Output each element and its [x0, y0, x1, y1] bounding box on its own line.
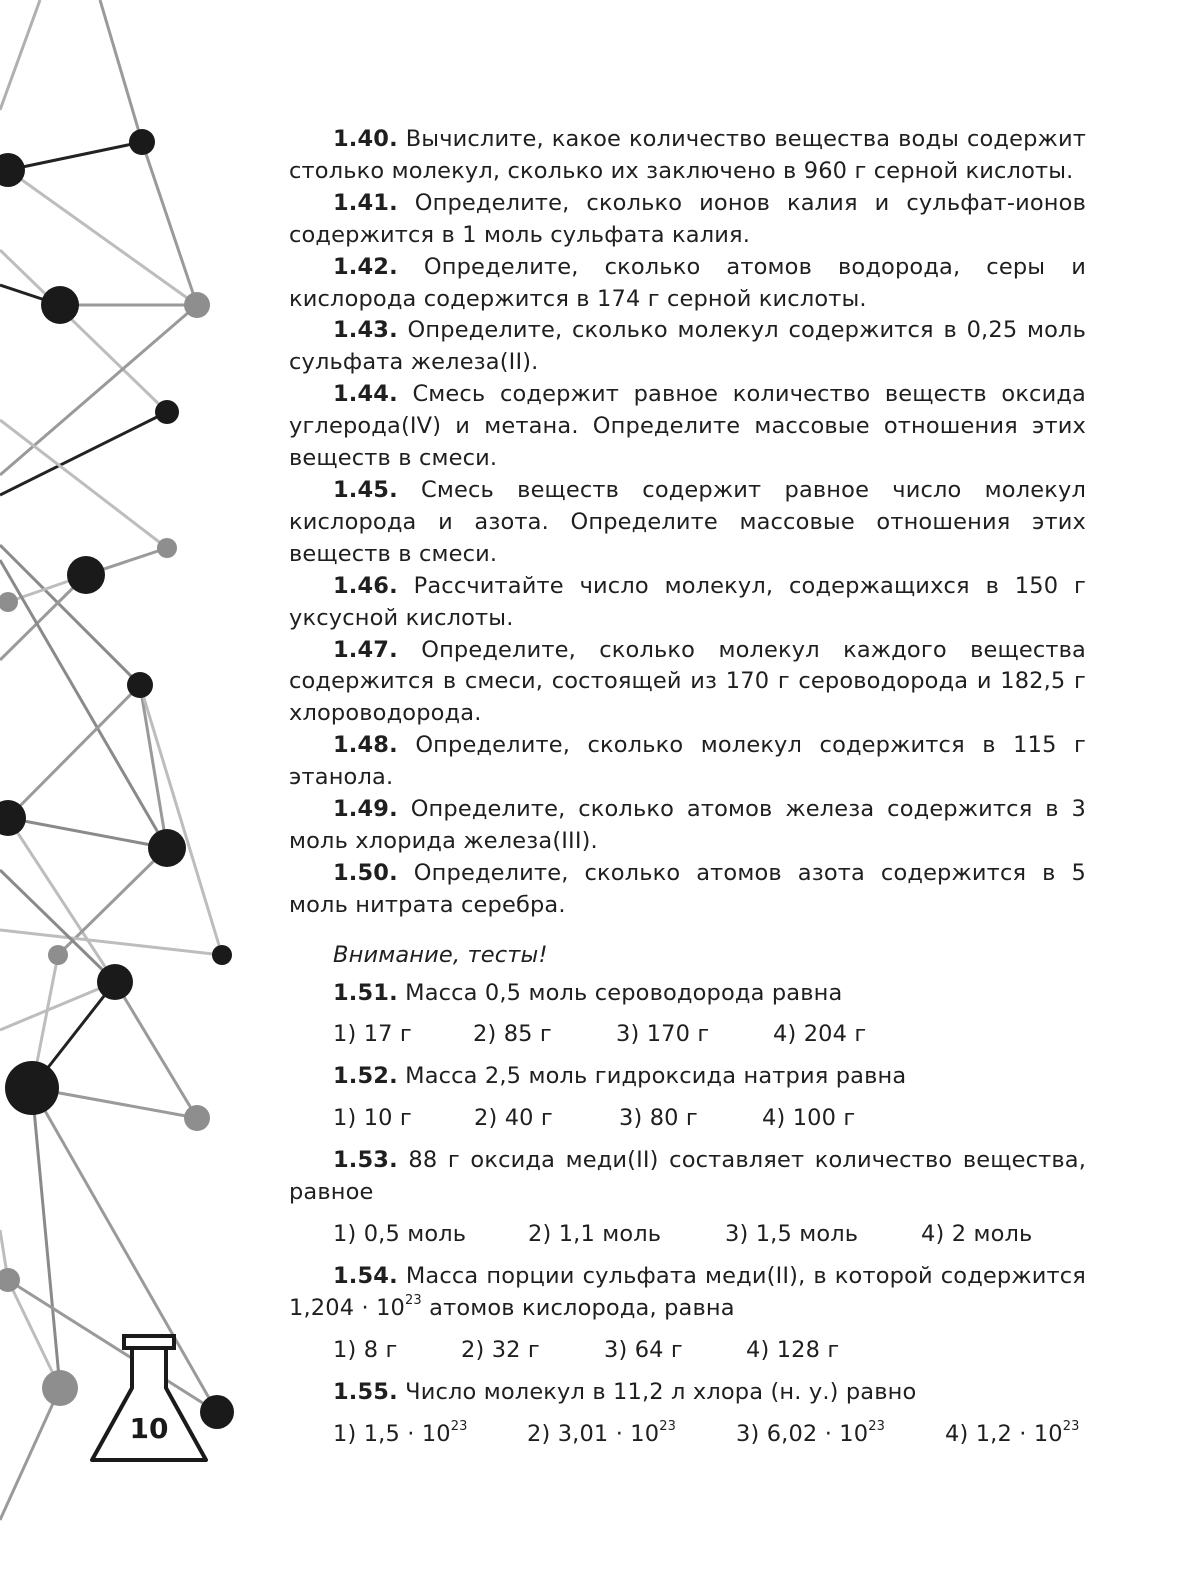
- answer-option: 3) 80 г: [619, 1105, 698, 1132]
- answer-option: 4) 128 г: [746, 1336, 840, 1363]
- problem-number: 1.50.: [333, 859, 398, 886]
- answer-option: 3) 64 г: [604, 1336, 683, 1363]
- problem-number: 1.41.: [333, 189, 398, 216]
- answer-option: 3) 170 г: [616, 1021, 710, 1048]
- problem-item: [289, 475, 1086, 571]
- answer-option: 4) 204 г: [773, 1021, 867, 1048]
- test-text: 88 г оксида меди(II) составляет количество вещества, равное: [289, 1147, 1086, 1206]
- problem-list: [289, 124, 1086, 922]
- answer-options: [333, 1335, 1086, 1367]
- answer-options: [333, 1219, 1086, 1251]
- test-number: 1.53.: [333, 1147, 398, 1174]
- test-question: [289, 978, 1086, 1010]
- test-number: 1.52.: [333, 1063, 398, 1090]
- test-number: 1.55.: [333, 1378, 398, 1405]
- problem-item: [289, 730, 1086, 794]
- answer-option: 4) 100 г: [762, 1105, 856, 1132]
- test-text-cont: атомов кислорода, равна: [421, 1294, 735, 1321]
- problem-text: Определите, сколько молекул содержится в 115 г этанола.: [289, 732, 1086, 791]
- test-list: [289, 978, 1086, 1451]
- problem-text: Определите, сколько атомов железа содержится в 3 моль хлорида железа(III).: [289, 796, 1086, 854]
- problem-item: [289, 379, 1086, 475]
- answer-option: 4) $1,2 \cdot 10^{23}$: [945, 1419, 1080, 1447]
- problem-number: 1.45.: [333, 476, 398, 503]
- problem-item: [289, 858, 1086, 922]
- problem-item: [289, 794, 1086, 858]
- answer-option: 2) $3,01 \cdot 10^{23}$: [527, 1419, 677, 1447]
- exponent: 23: [405, 1293, 422, 1309]
- problem-item: [289, 188, 1086, 252]
- problem-number: 1.48.: [333, 732, 398, 759]
- test-text: Масса 2,5 моль гидроксида натрия равна: [405, 1063, 907, 1090]
- test-question: [289, 1145, 1086, 1209]
- problem-text: Смесь веществ содержит равное число молекул кислорода и азота. Определите массовые отношения этих веществ в смеси.: [289, 476, 1086, 567]
- problem-number: 1.44.: [333, 381, 398, 408]
- problem-number: 1.47.: [333, 636, 398, 663]
- answer-options: [333, 1419, 1086, 1451]
- problem-item: [289, 124, 1086, 188]
- answer-option: 1) 17 г: [333, 1021, 412, 1048]
- problem-text: Определите, сколько ионов калия и сульфат-ионов содержится в 1 моль сульфата калия.: [289, 189, 1086, 248]
- answer-option: 2) 85 г: [473, 1021, 552, 1048]
- problem-number: 1.40.: [333, 126, 398, 152]
- answer-options: [333, 1019, 1086, 1051]
- problem-text: Определите, сколько атомов азота содержится в 5 моль нитрата серебра.: [289, 859, 1086, 918]
- test-question: [289, 1377, 1086, 1409]
- problem-number: 1.46.: [333, 572, 398, 599]
- page-number: 10: [129, 1412, 169, 1445]
- problem-text: Определите, сколько атомов водорода, серы и кислорода содержится в 174 г серной кислоты.: [289, 253, 1086, 312]
- answer-option: 1) 10 г: [333, 1105, 412, 1132]
- test-text: Масса порции сульфата меди(II), в которой содержится 1,204 · 10: [289, 1262, 1086, 1321]
- problem-text: Определите, сколько молекул каждого вещества содержится в смеси, состоящей из 170 г сероводорода и 182,5 г хлороводорода.: [289, 636, 1086, 727]
- problem-item: [289, 571, 1086, 635]
- problem-text: Смесь содержит равное количество веществ оксида углерода(IV) и метана. Определите массовые отношения этих веществ в смеси.: [289, 381, 1086, 472]
- tests-heading: Внимание, тесты!: [333, 941, 548, 968]
- page-content: [289, 124, 1086, 1460]
- test-text: Число молекул в 11,2 л хлора (н. у.) равно: [405, 1378, 917, 1405]
- test-number: 1.51.: [333, 979, 398, 1006]
- answer-option: 1) 0,5 моль: [333, 1221, 467, 1247]
- problem-text: Рассчитайте число молекул, содержащихся в 150 г уксусной кислоты.: [289, 572, 1086, 631]
- answer-option: 2) 32 г: [461, 1336, 540, 1363]
- answer-option: 3) $6,02 \cdot 10^{23}$: [736, 1419, 886, 1447]
- test-question: [289, 1261, 1086, 1325]
- answer-option: 3) 1,5 моль: [725, 1221, 859, 1247]
- answer-option: 1) 8 г: [333, 1336, 398, 1363]
- answer-option: 2) 1,1 моль: [528, 1221, 662, 1247]
- flask-icon: [86, 1334, 212, 1466]
- problem-text: Вычислите, какое количество вещества воды содержит столько молекул, сколько их заключено в 960 г серной кислоты.: [289, 126, 1086, 184]
- problem-number: 1.49.: [333, 796, 398, 823]
- answer-option: 4) 2 моль: [921, 1221, 1033, 1247]
- answer-option: 2) 40 г: [474, 1105, 553, 1132]
- test-text: Масса 0,5 моль сероводорода равна: [405, 979, 843, 1006]
- problem-number: 1.42.: [333, 253, 398, 280]
- problem-item: [289, 315, 1086, 379]
- problem-item: [289, 252, 1086, 316]
- test-number: 1.54.: [333, 1262, 398, 1289]
- answer-option: 1) $1,5 \cdot 10^{23}$: [333, 1419, 468, 1447]
- test-question: [289, 1061, 1086, 1093]
- problem-item: [289, 635, 1086, 731]
- answer-options: [333, 1103, 1086, 1135]
- problem-number: 1.43.: [333, 317, 398, 344]
- problem-text: Определите, сколько молекул содержится в 0,25 моль сульфата железа(II).: [289, 317, 1086, 376]
